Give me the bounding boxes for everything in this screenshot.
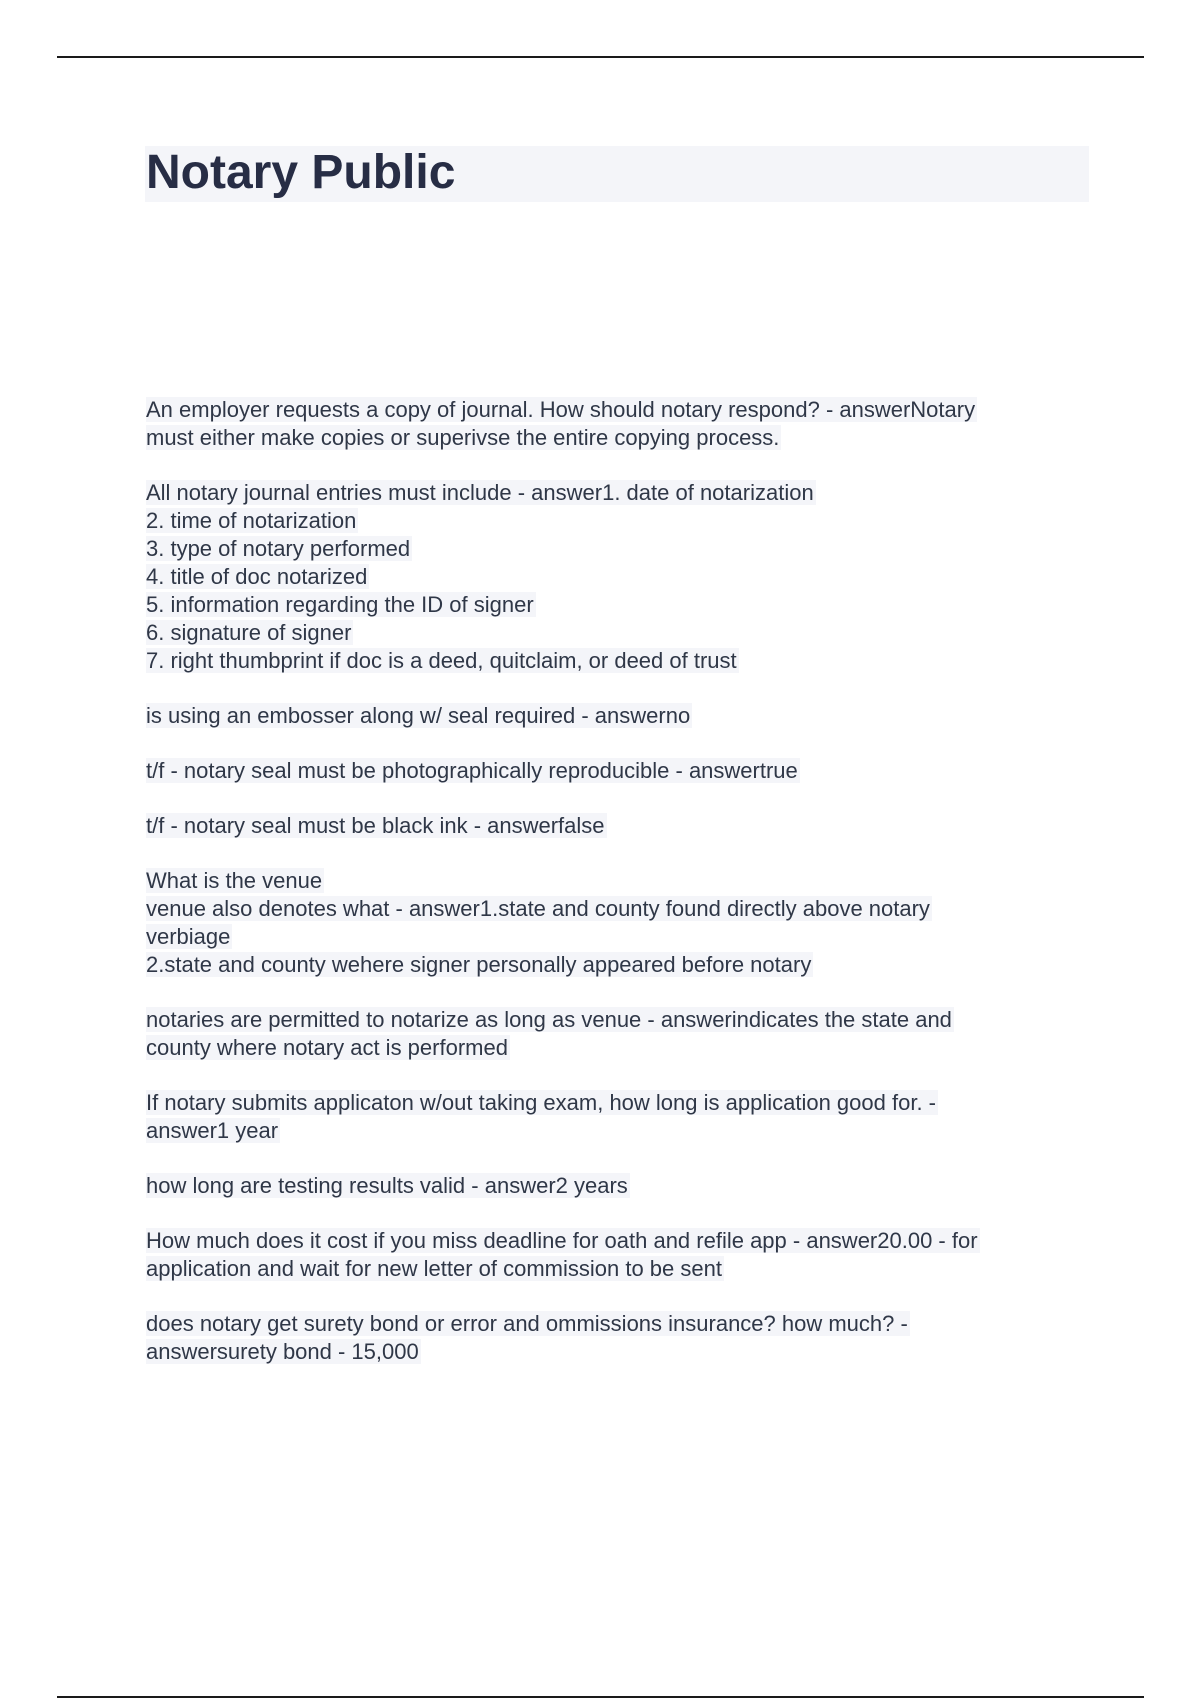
qa-line: does notary get surety bond or error and ommissions insurance? how much? - — [146, 1311, 908, 1336]
qa-line: 5. information regarding the ID of signer — [146, 592, 534, 617]
qa-line: What is the venue — [146, 868, 323, 893]
qa-line: 3. type of notary performed — [146, 536, 411, 561]
qa-line: county where notary act is performed — [146, 1035, 508, 1060]
qa-line: answer1 year — [146, 1118, 279, 1143]
qa-line: 2. time of notarization — [146, 508, 357, 533]
qa-line: venue also denotes what - answer1.state and county found directly above notary — [146, 896, 930, 921]
qa-list — [146, 396, 1086, 1393]
qa-line: how long are testing results valid - answer2 years — [146, 1173, 628, 1198]
qa-line: How much does it cost if you miss deadline for oath and refile app - answer20.00 - for — [146, 1228, 978, 1253]
qa-line: notaries are permitted to notarize as long as venue - answerindicates the state and — [146, 1007, 952, 1032]
qa-line: An employer requests a copy of journal. How should notary respond? - answerNotary — [146, 397, 976, 422]
qa-entry — [146, 1006, 1086, 1062]
qa-line: If notary submits applicaton w/out taking exam, how long is application good for. - — [146, 1090, 936, 1115]
qa-entry — [146, 479, 1086, 675]
header-rule — [57, 56, 1144, 58]
qa-line: 6. signature of signer — [146, 620, 352, 645]
qa-entry — [146, 757, 1086, 785]
qa-line: 7. right thumbprint if doc is a deed, quitclaim, or deed of trust — [146, 648, 737, 673]
qa-line: All notary journal entries must include - answer1. date of notarization — [146, 480, 814, 505]
qa-line: verbiage — [146, 924, 231, 949]
qa-entry — [146, 1310, 1086, 1366]
qa-entry — [146, 1227, 1086, 1283]
qa-line: must either make copies or superivse the entire copying process. — [146, 425, 780, 450]
qa-entry — [146, 1172, 1086, 1200]
footer-rule — [57, 1696, 1144, 1698]
qa-line: answersurety bond - 15,000 — [146, 1339, 419, 1364]
qa-line: is using an embosser along w/ seal required - answerno — [146, 703, 691, 728]
qa-entry — [146, 867, 1086, 979]
qa-line: application and wait for new letter of commission to be sent — [146, 1256, 722, 1281]
qa-line: 4. title of doc notarized — [146, 564, 368, 589]
qa-line: t/f - notary seal must be black ink - answerfalse — [146, 813, 605, 838]
qa-line: t/f - notary seal must be photographically reproducible - answertrue — [146, 758, 798, 783]
page-title: Notary Public — [146, 146, 456, 199]
qa-entry — [146, 702, 1086, 730]
qa-entry — [146, 396, 1086, 452]
qa-line: 2.state and county wehere signer personally appeared before notary — [146, 952, 812, 977]
qa-entry — [146, 812, 1086, 840]
qa-entry — [146, 1089, 1086, 1145]
